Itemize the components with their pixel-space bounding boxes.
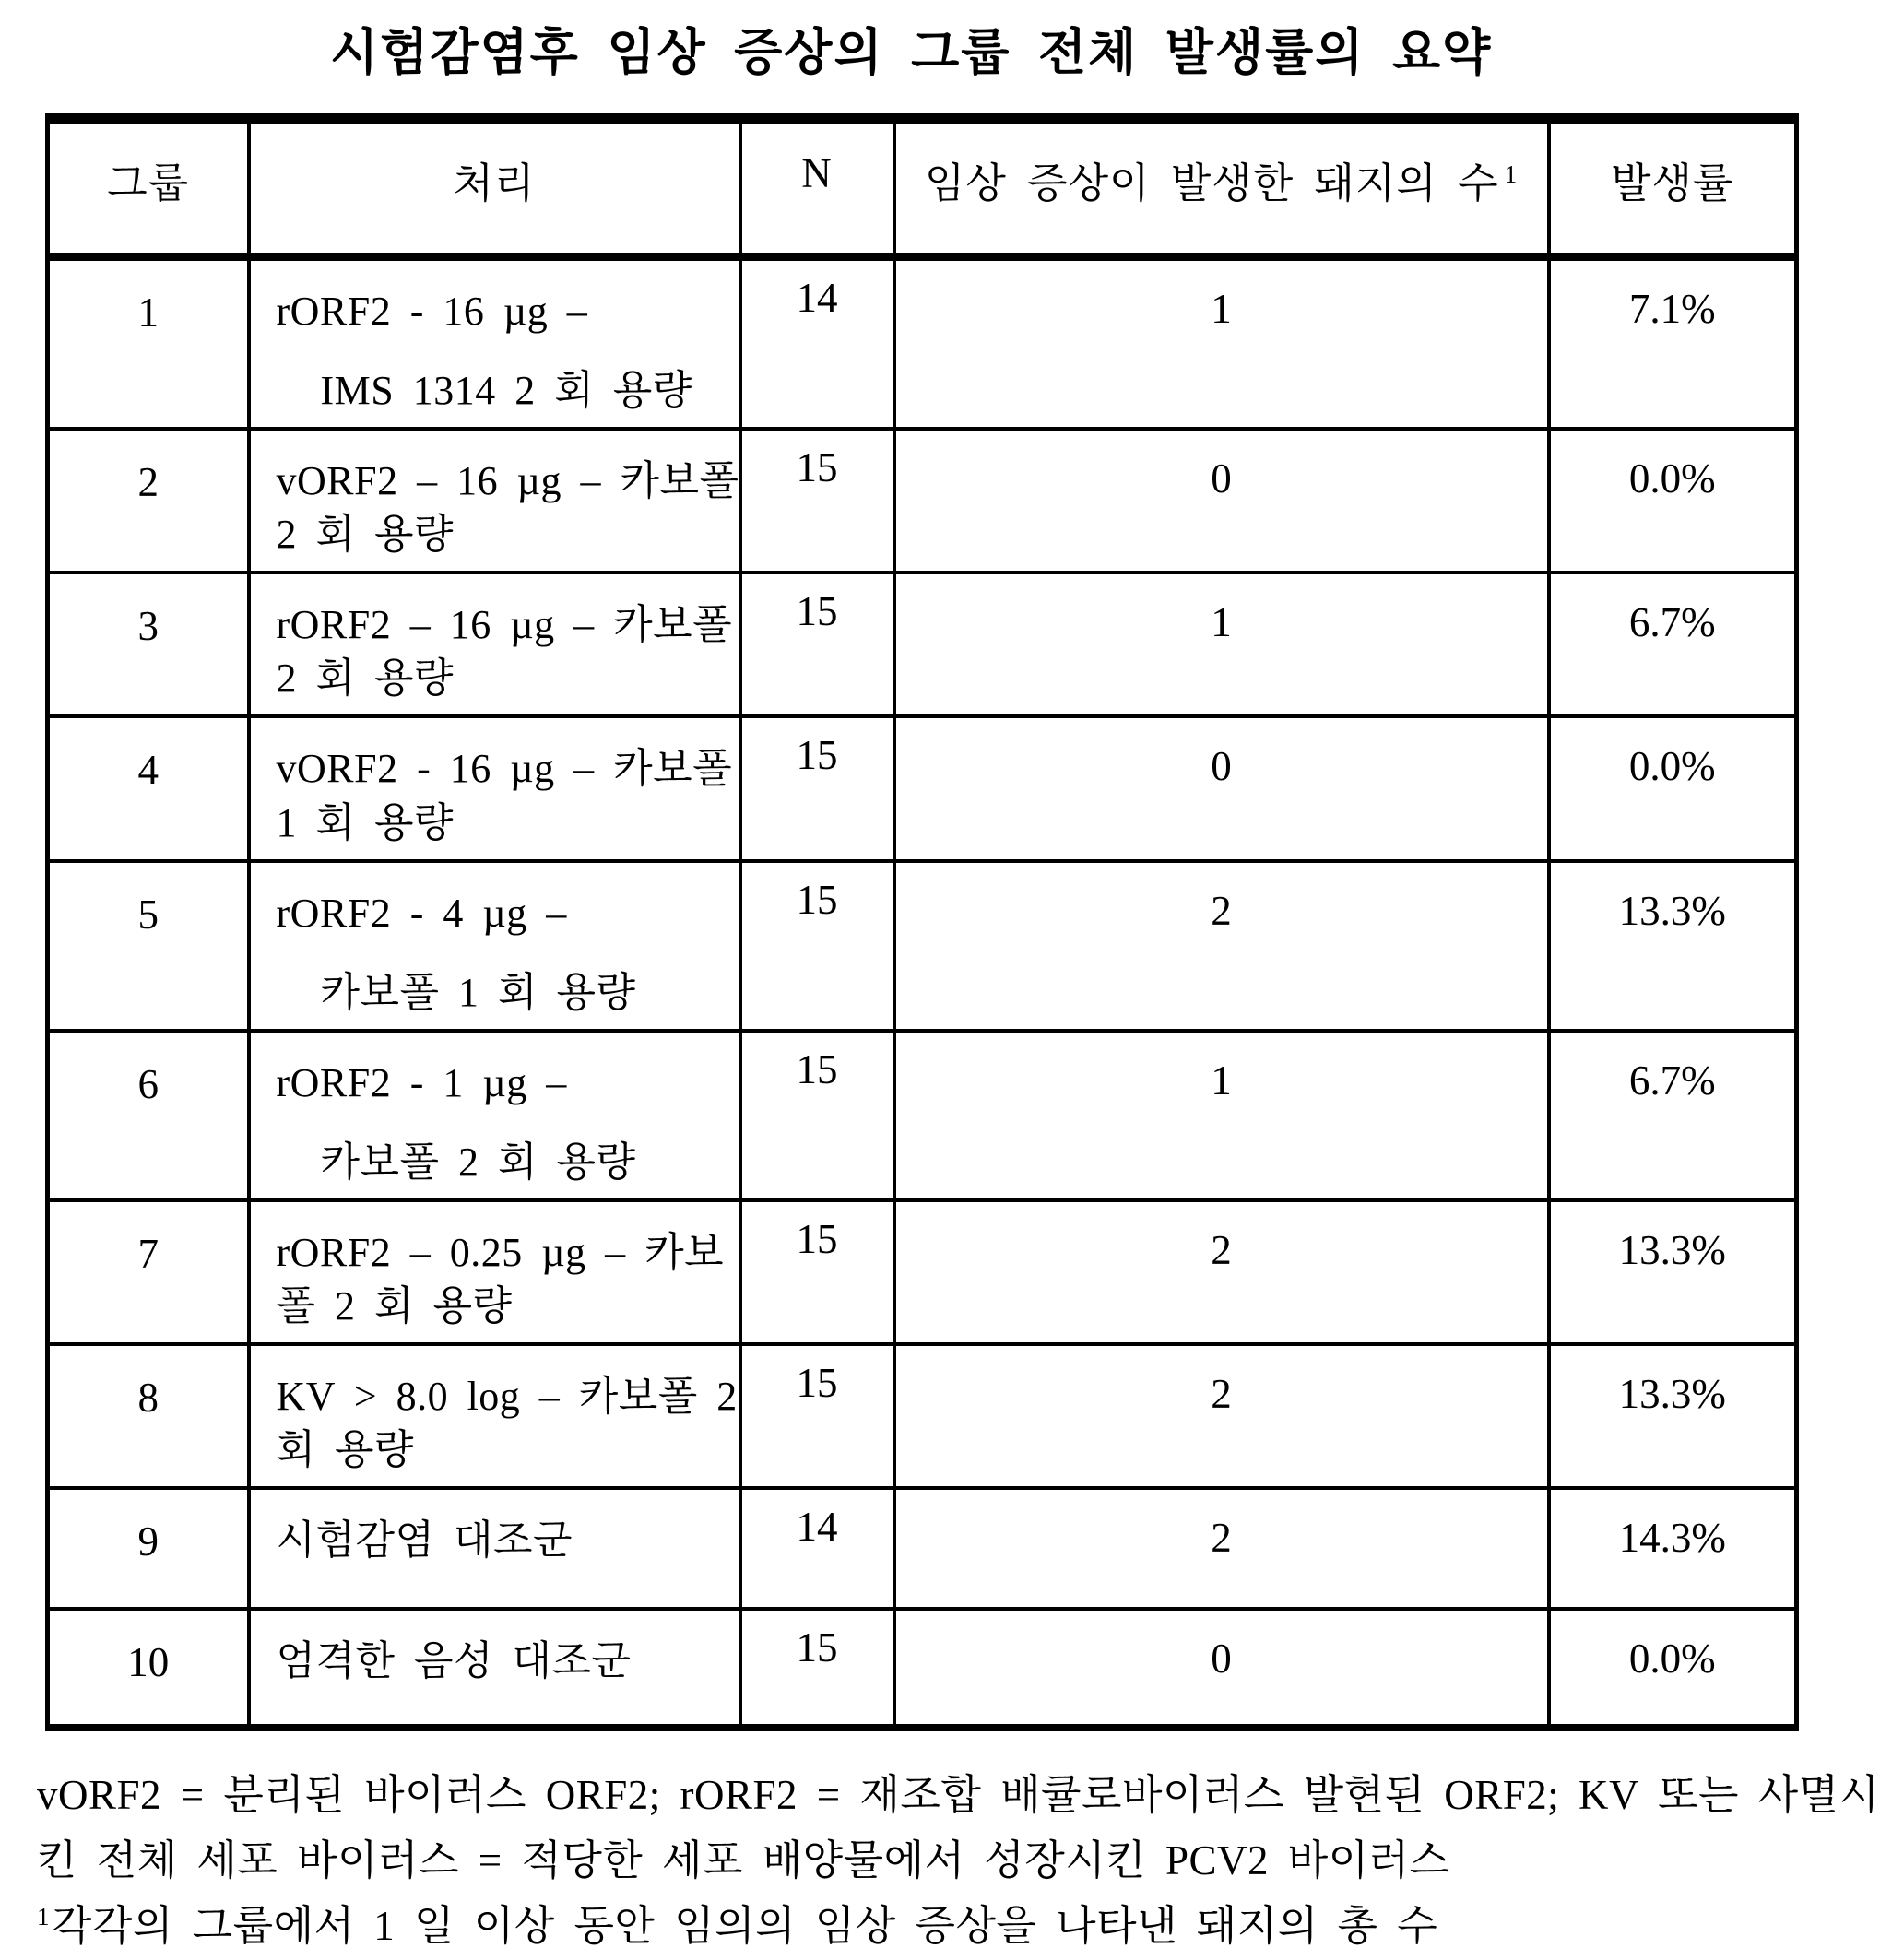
treatment-cell: [249, 1200, 740, 1344]
treatment-line: 폴 2 회 용량: [276, 1283, 513, 1329]
document-page: [0, 13, 1880, 1950]
header-rate: 발생률: [1549, 119, 1797, 257]
table-row: [48, 1609, 1797, 1728]
rate-cell: 13.3%: [1549, 1344, 1797, 1488]
group-cell: 3: [48, 573, 249, 716]
treatment-line: 1 회 용량: [276, 799, 455, 845]
table-row: [48, 573, 1797, 716]
header-row: [48, 119, 1797, 257]
group-cell: 6: [48, 1031, 249, 1200]
footnote-definitions-line-2: 킨 전체 세포 바이러스 = 적당한 세포 배양물에서 성장시킨 PCV2 바이러스: [37, 1837, 1450, 1884]
header-group: 그룹: [48, 119, 249, 257]
treatment-line: 카보폴 2 회 용량: [320, 1139, 636, 1185]
pigs-count-cell: 1: [894, 257, 1549, 430]
treatment-line: rORF2 – 0.25 µg – 카보: [276, 1229, 725, 1275]
treatment-line: 2 회 용량: [276, 512, 455, 558]
table-row: [48, 716, 1797, 860]
treatment-cell: [249, 257, 740, 430]
table-row: [48, 1488, 1797, 1609]
treatment-line: 회 용량: [276, 1427, 415, 1473]
header-pigs-label: 임상 증상이 발생한 돼지의 수: [924, 160, 1499, 207]
rate-cell: 0.0%: [1549, 1609, 1797, 1728]
pigs-count-cell: 1: [894, 1031, 1549, 1200]
n-cell: 15: [740, 429, 894, 573]
treatment-line: rORF2 - 1 µg –: [276, 1059, 567, 1105]
treatment-line: vORF2 – 16 µg – 카보폴: [276, 458, 739, 504]
treatment-cell: [249, 429, 740, 573]
group-cell: 7: [48, 1200, 249, 1344]
header-pigs: [894, 119, 1549, 257]
n-cell: 15: [740, 716, 894, 860]
rate-cell: 6.7%: [1549, 573, 1797, 716]
footnote-1: [37, 1894, 1813, 1959]
table-row: [48, 1344, 1797, 1488]
treatment-cell: [249, 1031, 740, 1200]
n-cell: 14: [740, 257, 894, 430]
incidence-summary-table: [45, 113, 1799, 1731]
group-cell: 4: [48, 716, 249, 860]
treatment-line: IMS 1314 2 회 용량: [320, 368, 692, 414]
treatment-line: rORF2 – 16 µg – 카보폴: [276, 602, 733, 648]
rate-cell: 7.1%: [1549, 257, 1797, 430]
pigs-count-cell: 2: [894, 1200, 1549, 1344]
treatment-line: 엄격한 음성 대조군: [276, 1638, 632, 1684]
pigs-count-cell: 0: [894, 429, 1549, 573]
table-row: [48, 1031, 1797, 1200]
treatment-cell: [249, 861, 740, 1031]
n-cell: 15: [740, 573, 894, 716]
n-cell: 15: [740, 1344, 894, 1488]
treatment-line: 카보폴 1 회 용량: [320, 969, 636, 1015]
rate-cell: 6.7%: [1549, 1031, 1797, 1200]
header-treatment: 처리: [249, 119, 740, 257]
treatment-line: vORF2 - 16 µg – 카보폴: [276, 746, 733, 792]
group-cell: 5: [48, 861, 249, 1031]
header-n: N: [740, 119, 894, 257]
table-row: [48, 429, 1797, 573]
table-header: [48, 119, 1797, 257]
rate-cell: 13.3%: [1549, 861, 1797, 1031]
treatment-line: 시험감염 대조군: [276, 1517, 573, 1564]
treatment-cell: [249, 716, 740, 860]
table-row: [48, 257, 1797, 430]
rate-cell: 0.0%: [1549, 716, 1797, 860]
n-cell: 15: [740, 1200, 894, 1344]
n-cell: 15: [740, 1031, 894, 1200]
treatment-cell: [249, 573, 740, 716]
footnote-1-text: 각각의 그룹에서 1 일 이상 동안 임의의 임상 증상을 나타낸 돼지의 총 수: [52, 1903, 1438, 1950]
pigs-count-cell: 2: [894, 1344, 1549, 1488]
treatment-line: rORF2 - 4 µg –: [276, 890, 567, 936]
treatment-line: rORF2 - 16 µg –: [276, 289, 588, 334]
group-cell: 1: [48, 257, 249, 430]
pigs-count-cell: 0: [894, 716, 1549, 860]
rate-cell: 0.0%: [1549, 429, 1797, 573]
header-pigs-footnote-marker: 1: [1504, 160, 1519, 188]
treatment-cell: [249, 1609, 740, 1728]
n-cell: 15: [740, 1609, 894, 1728]
treatment-line: 2 회 용량: [276, 655, 455, 702]
table-row: [48, 1200, 1797, 1344]
footnotes: [37, 1763, 1880, 1959]
pigs-count-cell: 1: [894, 573, 1549, 716]
footnote-definitions-line-1: vORF2 = 분리된 바이러스 ORF2; rORF2 = 재조합 배큘로바이러스 발현된 ORF2; KV 또는 사멸시: [37, 1772, 1880, 1819]
n-cell: 14: [740, 1488, 894, 1609]
rate-cell: 14.3%: [1549, 1488, 1797, 1609]
pigs-count-cell: 2: [894, 861, 1549, 1031]
table-body: [48, 257, 1797, 1729]
group-cell: 9: [48, 1488, 249, 1609]
n-cell: 15: [740, 861, 894, 1031]
table-row: [48, 861, 1797, 1031]
group-cell: 8: [48, 1344, 249, 1488]
treatment-cell: [249, 1488, 740, 1609]
group-cell: 10: [48, 1609, 249, 1728]
pigs-count-cell: 0: [894, 1609, 1549, 1728]
treatment-line: KV > 8.0 log – 카보폴 2: [276, 1374, 738, 1420]
pigs-count-cell: 2: [894, 1488, 1549, 1609]
page-title: 시험감염후 임상 증상의 그룹 전체 발생률의 요약: [330, 25, 1493, 80]
footnote-1-marker: 1: [37, 1903, 50, 1931]
group-cell: 2: [48, 429, 249, 573]
treatment-cell: [249, 1344, 740, 1488]
rate-cell: 13.3%: [1549, 1200, 1797, 1344]
